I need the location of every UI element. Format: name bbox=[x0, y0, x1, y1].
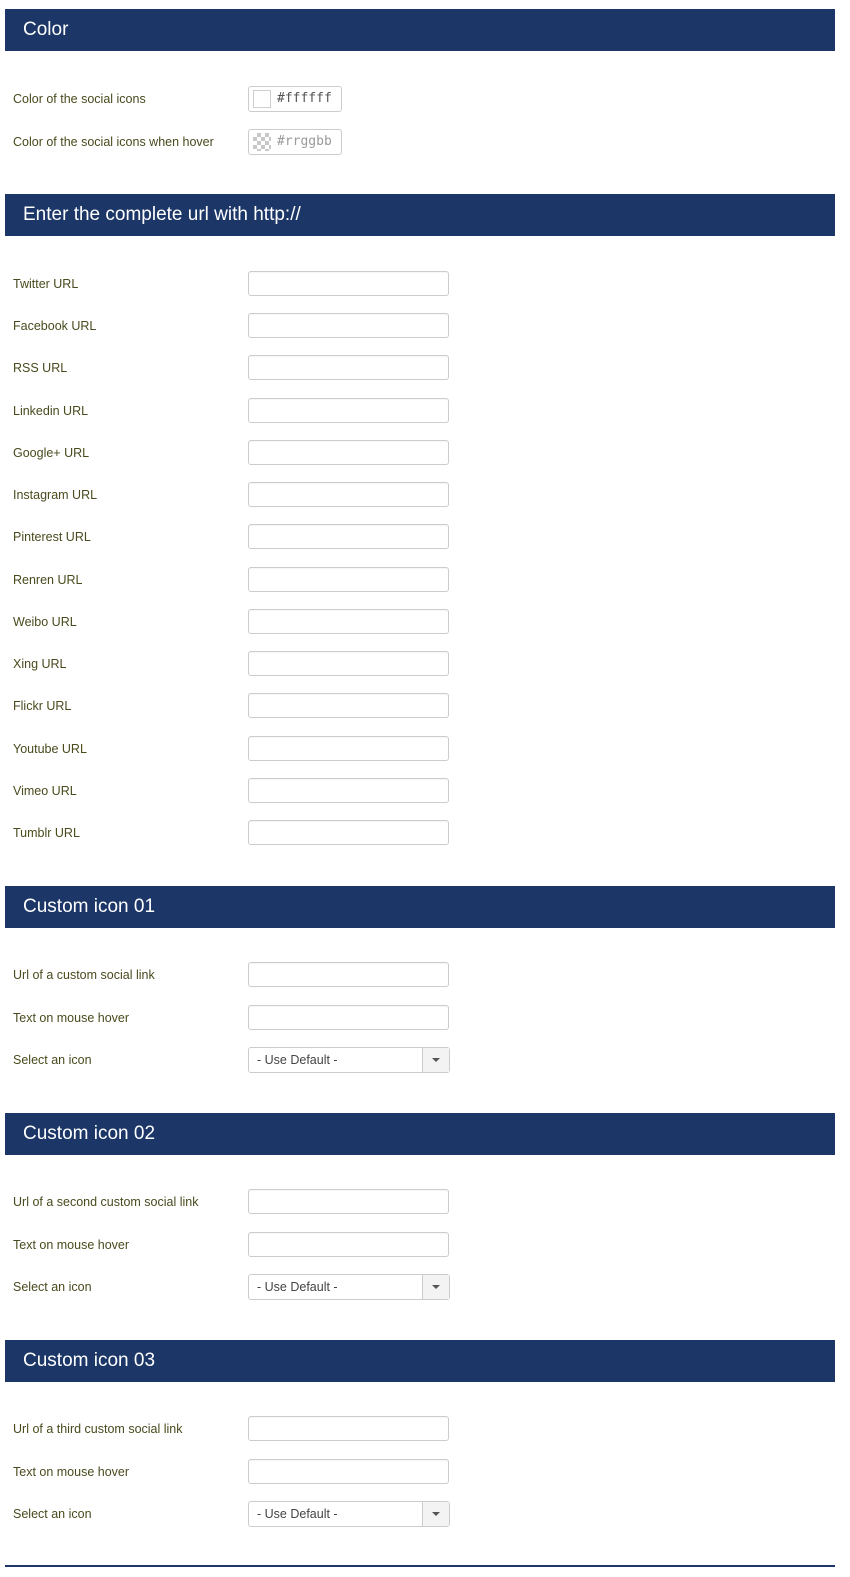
custom3-url-input[interactable] bbox=[248, 1416, 449, 1441]
rss-url-input[interactable] bbox=[248, 355, 449, 380]
form-row-tumblr-url bbox=[0, 820, 850, 846]
form-row-custom1-icon bbox=[0, 1047, 850, 1073]
caret-down-icon bbox=[432, 1058, 440, 1062]
form-row-weibo-url bbox=[0, 609, 850, 635]
section-title: Custom icon 02 bbox=[23, 1123, 156, 1144]
section-header-urls bbox=[5, 194, 835, 236]
xing-url-input[interactable] bbox=[248, 651, 449, 676]
form-row-linkedin-url bbox=[0, 398, 850, 424]
form-row-instagram-url bbox=[0, 482, 850, 508]
transparent-swatch-icon[interactable] bbox=[253, 133, 271, 151]
form-row-renren-url bbox=[0, 567, 850, 593]
field-label: Vimeo URL bbox=[13, 784, 77, 798]
field-label: Facebook URL bbox=[13, 319, 97, 333]
color-swatch-icon[interactable] bbox=[253, 90, 271, 108]
field-label: Url of a custom social link bbox=[13, 968, 155, 982]
form-row-custom2-hover-text bbox=[0, 1232, 850, 1258]
form-row-xing-url bbox=[0, 651, 850, 677]
section-title: Custom icon 03 bbox=[23, 1350, 156, 1371]
weibo-url-input[interactable] bbox=[248, 609, 449, 634]
field-label: Color of the social icons when hover bbox=[13, 135, 214, 149]
field-label: Text on mouse hover bbox=[13, 1011, 130, 1025]
form-row-custom2-url bbox=[0, 1189, 850, 1215]
field-label: Select an icon bbox=[13, 1507, 92, 1521]
form-row-icon-hover-color bbox=[0, 129, 850, 155]
field-label: Google+ URL bbox=[13, 446, 90, 460]
dropdown-button[interactable] bbox=[422, 1048, 449, 1072]
custom2-url-input[interactable] bbox=[248, 1189, 449, 1214]
form-row-icon-color bbox=[0, 86, 850, 112]
icon-color-field[interactable] bbox=[248, 86, 342, 112]
field-label: Pinterest URL bbox=[13, 530, 91, 544]
form-row-rss-url bbox=[0, 355, 850, 381]
field-label: Text on mouse hover bbox=[13, 1465, 130, 1479]
field-label: Text on mouse hover bbox=[13, 1238, 130, 1252]
googleplus-url-input[interactable] bbox=[248, 440, 449, 465]
field-label: Select an icon bbox=[13, 1053, 92, 1067]
instagram-url-input[interactable] bbox=[248, 482, 449, 507]
section-header-color bbox=[5, 9, 835, 51]
form-row-custom3-icon bbox=[0, 1501, 850, 1527]
section-title: Enter the complete url with http:// bbox=[23, 204, 301, 225]
next-section-header-edge bbox=[5, 1565, 835, 1567]
section-title: Custom icon 01 bbox=[23, 896, 156, 917]
facebook-url-input[interactable] bbox=[248, 313, 449, 338]
vimeo-url-input[interactable] bbox=[248, 778, 449, 803]
section-title: Color bbox=[23, 19, 69, 40]
renren-url-input[interactable] bbox=[248, 567, 449, 592]
twitter-url-input[interactable] bbox=[248, 271, 449, 296]
caret-down-icon bbox=[432, 1285, 440, 1289]
linkedin-url-input[interactable] bbox=[248, 398, 449, 423]
section-header-custom-icon-01 bbox=[5, 886, 835, 928]
caret-down-icon bbox=[432, 1512, 440, 1516]
field-label: Linkedin URL bbox=[13, 404, 89, 418]
form-row-vimeo-url bbox=[0, 778, 850, 804]
select-value[interactable]: - Use Default - bbox=[257, 1507, 338, 1521]
custom3-icon-select[interactable] bbox=[248, 1501, 450, 1527]
field-label: Twitter URL bbox=[13, 277, 79, 291]
field-label: Url of a third custom social link bbox=[13, 1422, 183, 1436]
form-row-youtube-url bbox=[0, 736, 850, 762]
custom1-hover-text-input[interactable] bbox=[248, 1005, 449, 1030]
custom3-hover-text-input[interactable] bbox=[248, 1459, 449, 1484]
field-label: Tumblr URL bbox=[13, 826, 80, 840]
section-header-custom-icon-03 bbox=[5, 1340, 835, 1382]
form-row-flickr-url bbox=[0, 693, 850, 719]
field-label: RSS URL bbox=[13, 361, 68, 375]
form-row-custom2-icon bbox=[0, 1274, 850, 1300]
field-label: Renren URL bbox=[13, 573, 83, 587]
select-value[interactable]: - Use Default - bbox=[257, 1053, 338, 1067]
custom2-icon-select[interactable] bbox=[248, 1274, 450, 1300]
dropdown-button[interactable] bbox=[422, 1275, 449, 1299]
pinterest-url-input[interactable] bbox=[248, 524, 449, 549]
form-row-facebook-url bbox=[0, 313, 850, 339]
tumblr-url-input[interactable] bbox=[248, 820, 449, 845]
color-value[interactable]: #ffffff bbox=[277, 91, 332, 106]
select-value[interactable]: - Use Default - bbox=[257, 1280, 338, 1294]
form-row-custom1-hover-text bbox=[0, 1005, 850, 1031]
custom1-icon-select[interactable] bbox=[248, 1047, 450, 1073]
field-label: Xing URL bbox=[13, 657, 67, 671]
field-label: Weibo URL bbox=[13, 615, 77, 629]
custom2-hover-text-input[interactable] bbox=[248, 1232, 449, 1257]
custom1-url-input[interactable] bbox=[248, 962, 449, 987]
field-label: Select an icon bbox=[13, 1280, 92, 1294]
form-row-custom3-hover-text bbox=[0, 1459, 850, 1485]
field-label: Instagram URL bbox=[13, 488, 98, 502]
dropdown-button[interactable] bbox=[422, 1502, 449, 1526]
form-row-googleplus-url bbox=[0, 440, 850, 466]
field-label: Color of the social icons bbox=[13, 92, 146, 106]
field-label: Youtube URL bbox=[13, 742, 87, 756]
form-row-custom3-url bbox=[0, 1416, 850, 1442]
form-row-custom1-url bbox=[0, 962, 850, 988]
field-label: Url of a second custom social link bbox=[13, 1195, 199, 1209]
icon-hover-color-field[interactable] bbox=[248, 129, 342, 155]
section-header-custom-icon-02 bbox=[5, 1113, 835, 1155]
form-row-pinterest-url bbox=[0, 524, 850, 550]
form-row-twitter-url bbox=[0, 271, 850, 297]
youtube-url-input[interactable] bbox=[248, 736, 449, 761]
flickr-url-input[interactable] bbox=[248, 693, 449, 718]
field-label: Flickr URL bbox=[13, 699, 72, 713]
color-placeholder[interactable]: #rrggbb bbox=[277, 134, 332, 149]
